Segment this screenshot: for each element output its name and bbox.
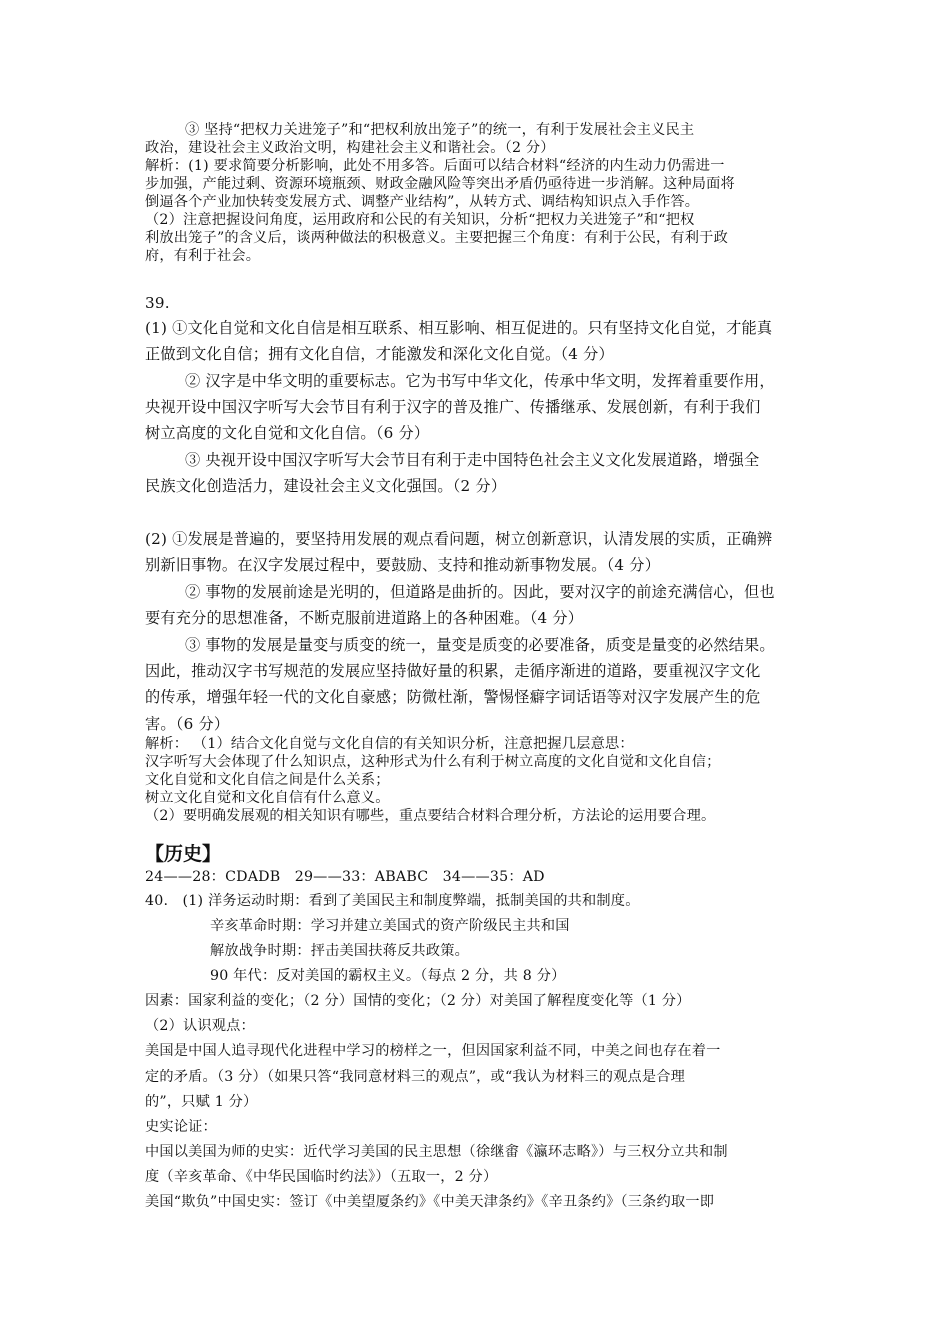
politics-point-3-line: ③ 坚持“把权力关进笼子”和“把权利放出笼子”的统一，有利于发展社会主义民主 [185, 122, 695, 138]
q40-line: 定的矛盾。（3 分）（如果只答“我同意材料三的观点”，或“我认为材料三的观点是合理 [145, 1069, 686, 1085]
politics-analysis-line: 解析：(1) 要求简要分析影响，此处不用多答。后面可以结合材料“经济的内生动力仍需进一 [145, 158, 725, 174]
q40-line: 解放战争时期：抨击美国扶蒋反共政策。 [210, 943, 469, 959]
q40-line: 度（辛亥革命、《中华民国临时约法》）（五取一，2 分） [145, 1169, 498, 1185]
q39-part1-line: 正做到文化自信；拥有文化自信，才能激发和深化文化自觉。（4 分） [145, 345, 614, 363]
q39-part2-line: 别新旧事物。在汉字发展过程中，要鼓励、支持和推动新事物发展。（4 分） [145, 556, 661, 574]
q39-analysis-line: 汉字听写大会体现了什么知识点，这种形式为什么有利于树立高度的文化自觉和文化自信； [145, 754, 721, 770]
q40-line: 90 年代：反对美国的霸权主义。（每点 2 分，共 8 分） [210, 968, 566, 984]
q40-line: 因素：国家利益的变化；（2 分）国情的变化；（2 分）对美国了解程度变化等（1 分） [145, 993, 691, 1009]
q40-line: 的”，只赋 1 分） [145, 1094, 258, 1110]
q39-part2-line: ② 事物的发展前途是光明的，但道路是曲折的。因此，要对汉字的前途充满信心，但也 [185, 583, 775, 601]
q40-line: 40. (1) 洋务运动时期：看到了美国民主和制度弊端，抵制美国的共和制度。 [145, 893, 640, 909]
q39-part1-line: 树立高度的文化自觉和文化自信。（6 分） [145, 424, 430, 442]
q40-line: 史实论证： [145, 1119, 217, 1135]
q39-part1-line: ② 汉字是中华文明的重要标志。它为书写中华文化，传承中华文明，发挥着重要作用， [185, 372, 775, 390]
q39-part2-line: ③ 事物的发展是量变与质变的统一，量变是质变的必要准备，质变是量变的必然结果。 [185, 636, 775, 654]
q40-line: 中国以美国为师的史实：近代学习美国的民主思想（徐继畬《瀛环志略》）与三权分立共和制 [145, 1144, 728, 1160]
q39-part2-line: 害。（6 分） [145, 715, 230, 733]
q39-part2-line: (2) ①发展是普遍的，要坚持用发展的观点看问题，树立创新意识，认清发展的实质，正确辨 [145, 530, 773, 548]
q39-part2-line: 要有充分的思想准备，不断克服前进道路上的各种困难。（4 分） [145, 609, 584, 627]
q39-part2-line: 的传承，增强年轻一代的文化自豪感；防微杜渐，警惕怪癖字词话语等对汉字发展产生的危 [145, 688, 761, 706]
politics-analysis-line: 利放出笼子”的含义后，谈两种做法的积极意义。主要把握三个角度：有利于公民，有利于政 [145, 230, 728, 246]
q39-part2-line: 因此，推动汉字书写规范的发展应坚持做好量的积累，走循序渐进的道路，要重视汉字文化 [145, 662, 761, 680]
q40-line: 美国是中国人追寻现代化进程中学习的榜样之一，但因国家利益不同，中美之间也存在着一 [145, 1043, 721, 1059]
politics-analysis-line: 倒逼各个产业加快转变发展方式、调整产业结构”，从转方式、调结构知识点入手作答。 [145, 194, 700, 210]
politics-analysis-line: 步加强，产能过剩、资源环境瓶颈、财政金融风险等突出矛盾仍亟待进一步消解。这种局面将 [145, 176, 735, 192]
q40-line: 美国“欺负”中国史实：签订《中美望厦条约》《中美天津条约》《辛丑条约》（三条约取一即 [145, 1194, 715, 1210]
history-mc-answers: 24——28：CDADB 29——33：ABABC 34——35：AD [145, 869, 545, 885]
q39-number: 39. [145, 294, 170, 312]
politics-analysis-line: （2）注意把握设问角度，运用政府和公民的有关知识，分析“把权力关进笼子”和“把权 [145, 212, 695, 228]
q40-line: （2）认识观点： [145, 1018, 255, 1034]
q40-line: 辛亥革命时期：学习并建立美国式的资产阶级民主共和国 [210, 918, 570, 934]
q39-analysis-line: 文化自觉和文化自信之间是什么关系； [145, 772, 390, 788]
q39-part1-line: 央视开设中国汉字听写大会节目有利于汉字的普及推广、传播继承、发展创新，有利于我们 [145, 398, 761, 416]
q39-part1-line: 民族文化创造活力，建设社会主义文化强国。（2 分） [145, 477, 507, 495]
history-heading: 【历史】 [145, 843, 222, 865]
q39-analysis-line: 解析： （1）结合文化自觉与文化自信的有关知识分析，注意把握几层意思： [145, 736, 634, 752]
q39-part1-line: (1) ①文化自觉和文化自信是相互联系、相互影响、相互促进的。只有坚持文化自觉，才能真 [145, 319, 773, 337]
q39-part1-line: ③ 央视开设中国汉字听写大会节目有利于走中国特色社会主义文化发展道路，增强全 [185, 451, 760, 469]
q39-analysis-line: （2）要明确发展观的相关知识有哪些，重点要结合材料合理分析，方法论的运用要合理。 [145, 808, 716, 824]
politics-point-3-line: 政治，建设社会主义政治文明，构建社会主义和谐社会。（2 分） [145, 140, 555, 156]
q39-analysis-line: 树立文化自觉和文化自信有什么意义。 [145, 790, 390, 806]
politics-analysis-line: 府，有利于社会。 [145, 248, 261, 264]
